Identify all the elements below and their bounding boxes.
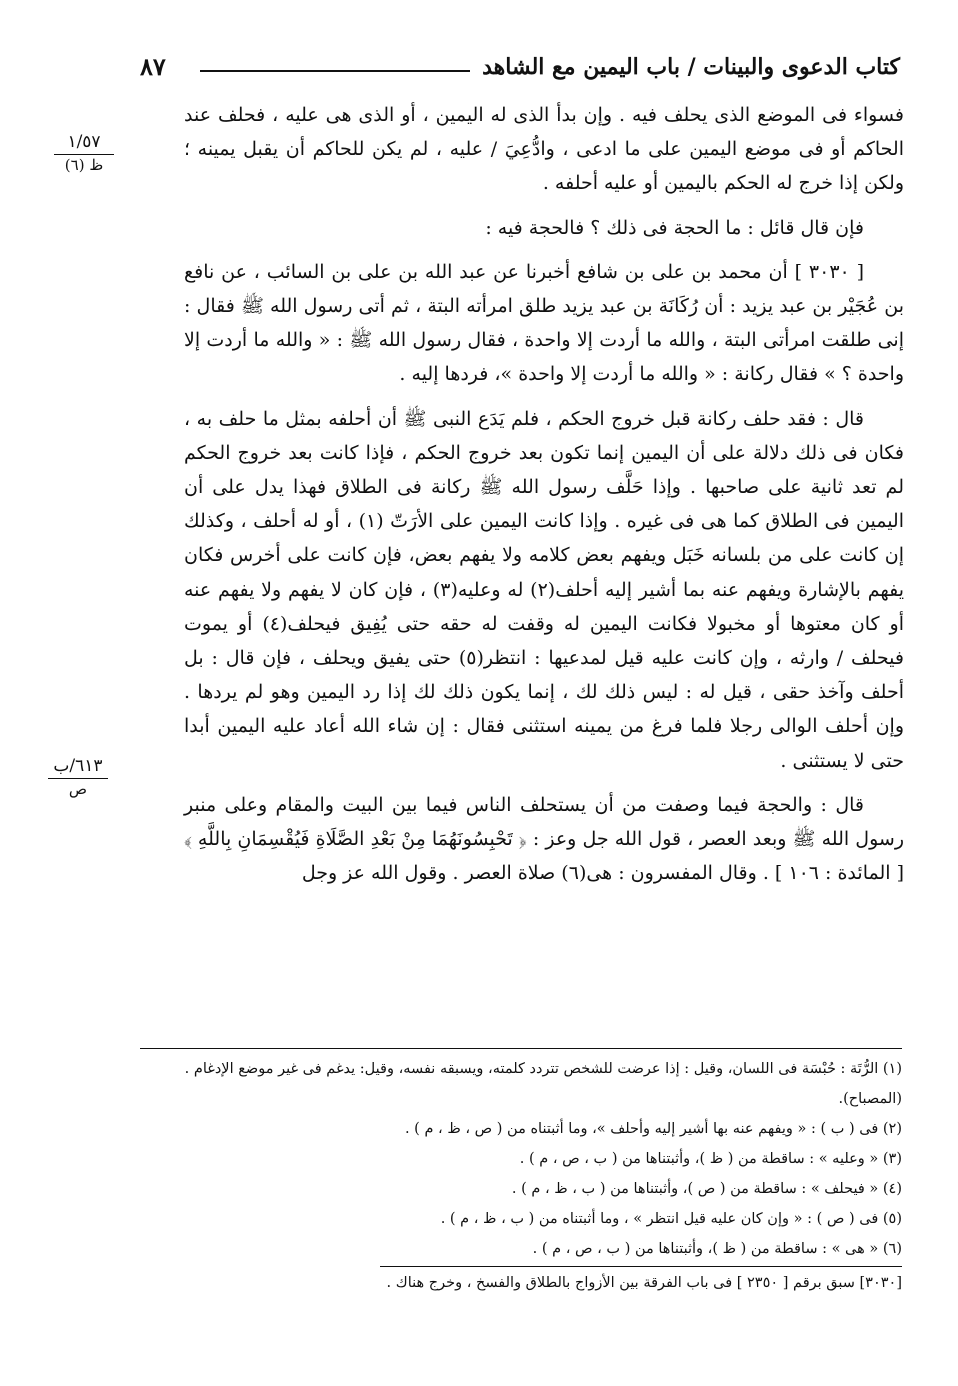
page-number: ٨٧	[140, 52, 166, 81]
header-rule	[200, 70, 470, 72]
footnotes	[140, 1054, 902, 1264]
footnote-1: (١) الرُّتَة : حُبْسَة فى اللسان، وقيل : إذا عرضت للشخص تتردد كلمته، ويسبقه نفسه، وقيل: يدغم فى غير موضع الإدغام . (المصباح).	[184, 1061, 902, 1107]
hadith-note-3030: [٣٠٣٠] سبق برقم [ ٢٣٥٠ ] فى باب الفرقة بين الأزواج بالطلاق والفسخ ، وخرج هناك .	[386, 1275, 902, 1291]
footnote-5: (٥) فى ( ص ) : « وإن كان عليه قيل انتظر » ، وما أثبتناه من ( ب ، ظ ، م ) .	[440, 1211, 902, 1227]
margin-note-folio: ٦١٣/ب	[48, 756, 108, 779]
margin-note-source: ظ (٦)	[64, 156, 104, 174]
footnote-3: (٣) « وعليه » : ساقطة من ( ظ )، وأثبتناها من ( ب ، ص ، م ) .	[519, 1151, 902, 1167]
paragraph-question: فإن قال قائل : ما الحجة فى ذلك ؟ فالحجة فيه :	[485, 216, 864, 239]
paragraph-evidence: قال : والحجة فيما وصفت من أن يستحلف الناس فيما بين البيت والمقام وعلى منبر رسول الله ﷺ وبعد العصر ، قول الله جل وعز : ﴿ تَحْبِسُونَهُمَا مِنْ بَعْدِ الصَّلَاةِ فَيُقْسِمَانِ بِاللَّهِ ﴾ [ المائدة : ١٠٦ ] . وقال المفسرون : هى(٦) صلاة العصر . وقول الله عز وجل	[184, 793, 904, 885]
paragraph-commentary: قال : فقد حلف ركانة قبل خروج الحكم ، فلم يَدَع النبى ﷺ أن أحلفه بمثل ما حلف به ، فكان فى ذلك دلالة على أن اليمين إنما تكون بعد خروج الحكم ، فإذا كانت بعد خروج الحكم لم تعد ثانية على صاحبها . وإذا حَلَّف رسول الله ﷺ ركانة فى الطلاق فهذا يدل على أن اليمين فى الطلاق كما هى فى غيره . وإذا كانت اليمين على الأرَتّ (١) ، أو له أحلف ، وكذلك إن كانت على من بلسانه خَبَل ويفهم بعض كلامه ولا يفهم بعض، فإن كانت على أخرس فكان يفهم بالإشارة ويفهم عنه بما أشير إليه أحلف(٢) له وعليه(٣) ، فإن كان لا يفهم ولا يفهم عنه أو كان معتوها أو مخبولا فكانت اليمين له وقفت له حقه حتى يُفِيق فيحلف(٤) أو يموت فيحلف / وارثه ، وإن كانت عليه قيل لمدعيها : انتظر(٥) حتى يفيق ويحلف ، فإن قال : بل أحلف وآخذ حقى ، قيل له : ليس ذلك لك ، إنما يكون ذلك لك إذا رد اليمين وهو لم يردها . وإن أحلف الوالى رجلا فلما فرغ من يمينه استثنى فقال : إن شاء الله أعاد عليه اليمين أبدا حتى لا يستثنى .	[184, 407, 905, 772]
running-title: كتاب الدعوى والبينات / باب اليمين مع الشاهد	[482, 54, 900, 80]
footnote-rule	[140, 1048, 902, 1049]
hadith-note-rule	[380, 1266, 902, 1267]
paragraph-continuation: فسواء فى الموضع الذى يحلف فيه . وإن بدأ الذى له اليمين ، أو الذى هى عليه ، فحلف عند الحاكم أو فى موضع اليمين على ما ادعى ، وادُّعِيَ / عليه ، لم يكن للحاكم أن يقبل يمينه ؛ ولكن إذا خرج له الحكم باليمين أو عليه أحلفه .	[184, 104, 904, 195]
footnote-2: (٢) فى ( ب ) : « ويفهم عنه بها أشير إليه وأحلف »، وما أثبتناه من ( ص ، ظ ، م ) .	[404, 1121, 902, 1137]
main-text	[184, 98, 904, 900]
paragraph-hadith-3030: [ ٣٠٣٠ ] أن محمد بن على بن شافع أخبرنا عن عبد الله بن على بن السائب ، عن نافع بن عُجَيْر بن عبد يزيد : أن رُكَانَة بن عبد يزيد طلق امرأته البتة ، ثم أتى رسول الله ﷺ فقال : إنى طلقت امرأتى البتة ، والله ما أردت إلا واحدة ، فقال رسول الله ﷺ : « والله ما أردت إلا واحدة ؟ » فقال ركانة : « والله ما أردت إلا واحدة »، فردها إليه .	[184, 260, 904, 386]
footnote-6: (٦) « هى » : ساقطة من ( ظ )، وأثبتناها من ( ب ، ص ، م ) .	[532, 1241, 902, 1257]
margin-note-folio: ١/٥٧	[54, 132, 114, 155]
margin-note-manuscript-2	[48, 756, 108, 798]
margin-note-manuscript-1	[54, 132, 114, 174]
page-header	[140, 50, 900, 86]
footnote-4: (٤) « فيحلف » : ساقطة من ( ص )، وأثبتناها من ( ب ، ظ ، م ) .	[511, 1181, 902, 1197]
hadith-notes	[140, 1270, 902, 1296]
margin-note-source: ص	[68, 780, 88, 798]
